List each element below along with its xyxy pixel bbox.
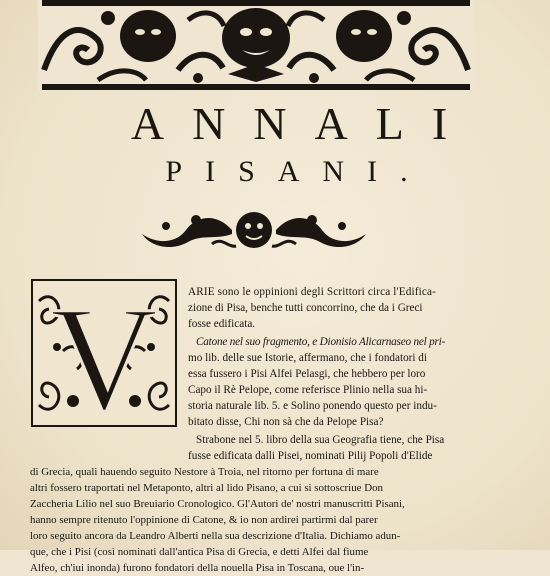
book-title: ANNALI [130,98,476,149]
tailpiece-ornament [136,206,372,254]
text-line: essa fussero i Pisi Alfei Pelasgi, che hebbero per loro [188,368,426,380]
text-line: Alfeo, ch'iui inonda) furono fondatori della nouella Pisa in Toscana, oue l'in- [30,562,365,574]
book-subtitle: PISANI. [165,155,431,188]
text-line: zione di Pisa, benche tutti concorrino, che da i Greci [188,302,423,314]
text-line: mo lib. delle sue Istorie, affermano, che i fondatori di [188,352,428,364]
text-line: que, che i Pisi (così nominati dall'antica Pisa di Grecia, e detti Alfei dal fiume [30,546,369,558]
text-line: loro seguito ancora da Leandro Alberti nella sua descrizione d'Italia. Dichiamo adun- [30,530,401,542]
text-line: altri fossero traportati nel Metaponto, altri al lido Pisano, a cui si sottoscriue Don [30,482,383,494]
text-line: Zaccheria Lilio nel suo Breuiario Cronologico. Gl'Autori de' nostri manuscritti Pisani, [30,498,405,510]
headpiece-ornament [38,0,474,92]
text-line: Capo il Rè Pelope, come referisce Plinio nella sua hi- [188,384,428,396]
initial-letter: V [49,281,159,425]
text-line: hanno sempre ritenuto l'oppinione di Catone, & io non ardirei partirmi dal parer [30,514,378,526]
initial-ornament-icon [33,281,175,425]
text-line: fosse edificata. [188,318,256,330]
text-line: di Grecia, quali hauendo seguito Nestore à Troia, nel ritorno per fortuna di mare [30,466,379,478]
text-line: Catone nel suo fragmento, e Dionisio Alicarnaseo nel pri- [196,336,446,348]
decorated-initial [31,279,177,427]
text-line: fusse edificata dalli Pisei, nominati Pilij Popoli d'Elide [188,450,433,462]
text-line: bitato disse, Chi non sà che da Pelope Pisa? [188,416,384,428]
text-line: Strabone nel 5. libro della sua Geografia tiene, che Pisa [196,434,445,446]
text-line: storia naturale lib. 5. e Solino ponendo questo per indu- [188,400,437,412]
text-line: ARIE sono le oppinioni degli Scrittori circa l'Edifica- [188,286,436,298]
